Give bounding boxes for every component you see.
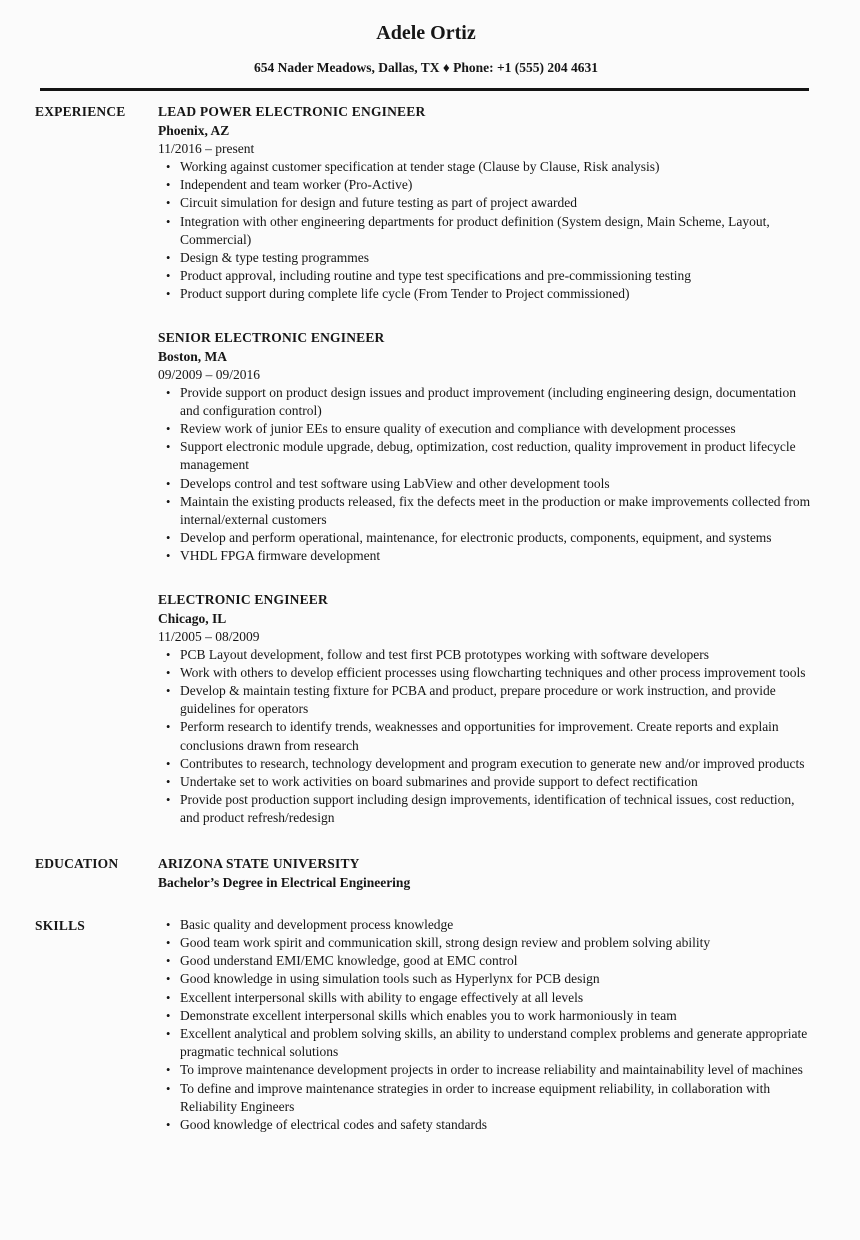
bullet-item: • Good understand EMI/EMC knowledge, good at EMC control — [158, 952, 817, 970]
bullet-item: • Good knowledge in using simulation tools such as Hyperlynx for PCB design — [158, 970, 817, 988]
bullet-item: • Develops control and test software using LabView and other development tools — [158, 475, 817, 493]
experience-section — [35, 102, 817, 828]
section-label-experience: EXPERIENCE — [35, 104, 126, 119]
resume-header — [35, 20, 817, 91]
bullet-item: • Maintain the existing products released, fix the defects meet in the production or make improvements collected from internal/external customers — [158, 493, 817, 529]
job-bullet-list — [158, 646, 817, 828]
job-entry-lead-power — [158, 102, 817, 304]
bullet-item: • Integration with other engineering departments for product definition (System design, Main Scheme, Layout, Commercial) — [158, 213, 817, 249]
job-dates: 11/2016 – present — [158, 141, 255, 156]
bullet-item: • To define and improve maintenance strategies in order to increase equipment reliability, in collaboration with Reliability Engineers — [158, 1080, 817, 1116]
bullet-item: • Excellent analytical and problem solving skills, an ability to understand complex problems and generate appropriate pragmatic technical solutions — [158, 1025, 817, 1061]
skills-content — [158, 916, 817, 1134]
bullet-item: • Contributes to research, technology development and program execution to generate new and/or improved products — [158, 755, 817, 773]
job-location: Phoenix, AZ — [158, 123, 230, 138]
bullet-item: • Circuit simulation for design and future testing as part of project awarded — [158, 194, 817, 212]
bullet-item: • Provide post production support including design improvements, identification of technical issues, cost reduction, and product refresh/redesign — [158, 791, 817, 827]
bullet-item: • Working against customer specification at tender stage (Clause by Clause, Risk analysis) — [158, 158, 817, 176]
skills-section — [35, 916, 817, 1134]
job-bullet-list — [158, 158, 817, 304]
bullet-item: • Undertake set to work activities on board submarines and provide support to defect rectification — [158, 773, 817, 791]
school-name: ARIZONA STATE UNIVERSITY — [158, 855, 360, 871]
bullet-item: • Work with others to develop efficient processes using flowcharting techniques and other process improvement tools — [158, 664, 817, 682]
bullet-item: • VHDL FPGA firmware development — [158, 547, 817, 565]
bullet-item: • Basic quality and development process knowledge — [158, 916, 817, 934]
section-label-education: EDUCATION — [35, 855, 119, 871]
job-dates: 09/2009 – 09/2016 — [158, 366, 261, 382]
bullet-item: • Support electronic module upgrade, debug, optimization, cost reduction, quality improvement in product lifecycle management — [158, 438, 817, 474]
education-content — [158, 854, 817, 892]
job-entry-engineer — [158, 590, 817, 828]
bullet-item: • Product support during complete life cycle (From Tender to Project commissioned) — [158, 285, 817, 303]
job-title: LEAD POWER ELECTRONIC ENGINEER — [158, 104, 426, 119]
bullet-item: • Perform research to identify trends, weaknesses and opportunities for improvement. Create reports and explain conclusions drawn from research — [158, 718, 817, 754]
bullet-item: • Good team work spirit and communication skill, strong design review and problem solving ability — [158, 934, 817, 952]
section-label-skills: SKILLS — [35, 917, 85, 933]
bullet-item: • Develop & maintain testing fixture for PCBA and product, prepare procedure or work instruction, and provide guidelines for operators — [158, 682, 817, 718]
job-title: SENIOR ELECTRONIC ENGINEER — [158, 329, 385, 345]
bullet-item: • Demonstrate excellent interpersonal skills which enables you to work harmoniously in team — [158, 1007, 817, 1025]
degree-line: Bachelor’s Degree in Electrical Engineering — [158, 874, 411, 890]
job-location: Chicago, IL — [158, 610, 227, 626]
bullet-item: • Independent and team worker (Pro-Active) — [158, 176, 817, 194]
experience-content — [158, 102, 817, 828]
bullet-item: • Good knowledge of electrical codes and safety standards — [158, 1116, 817, 1134]
job-bullet-list — [158, 384, 817, 566]
bullet-item: • Product approval, including routine and type test specifications and pre-commissioning testing — [158, 267, 817, 285]
education-section — [35, 854, 817, 892]
bullet-item: • Review work of junior EEs to ensure quality of execution and compliance with development processes — [158, 420, 817, 438]
bullet-item: • Excellent interpersonal skills with ability to engage effectively at all levels — [158, 989, 817, 1007]
job-entry-senior — [158, 328, 817, 566]
skills-bullet-list — [158, 916, 817, 1134]
bullet-item: • Develop and perform operational, maintenance, for electronic products, components, equipment, and systems — [158, 529, 817, 547]
contact-line: 654 Nader Meadows, Dallas, TX ♦ Phone: +1 (555) 204 4631 — [253, 60, 599, 75]
job-title: ELECTRONIC ENGINEER — [158, 591, 328, 607]
person-name: Adele Ortiz — [376, 22, 476, 44]
header-divider — [40, 88, 809, 91]
bullet-item: • PCB Layout development, follow and test first PCB prototypes working with software developers — [158, 646, 817, 664]
bullet-item: • To improve maintenance development projects in order to increase reliability and maintainability level of machines — [158, 1061, 817, 1079]
job-dates: 11/2005 – 08/2009 — [158, 628, 260, 644]
bullet-item: • Provide support on product design issues and product improvement (including engineering design, documentation and configuration control) — [158, 384, 817, 420]
job-location: Boston, MA — [158, 348, 228, 364]
bullet-item: • Design & type testing programmes — [158, 249, 817, 267]
